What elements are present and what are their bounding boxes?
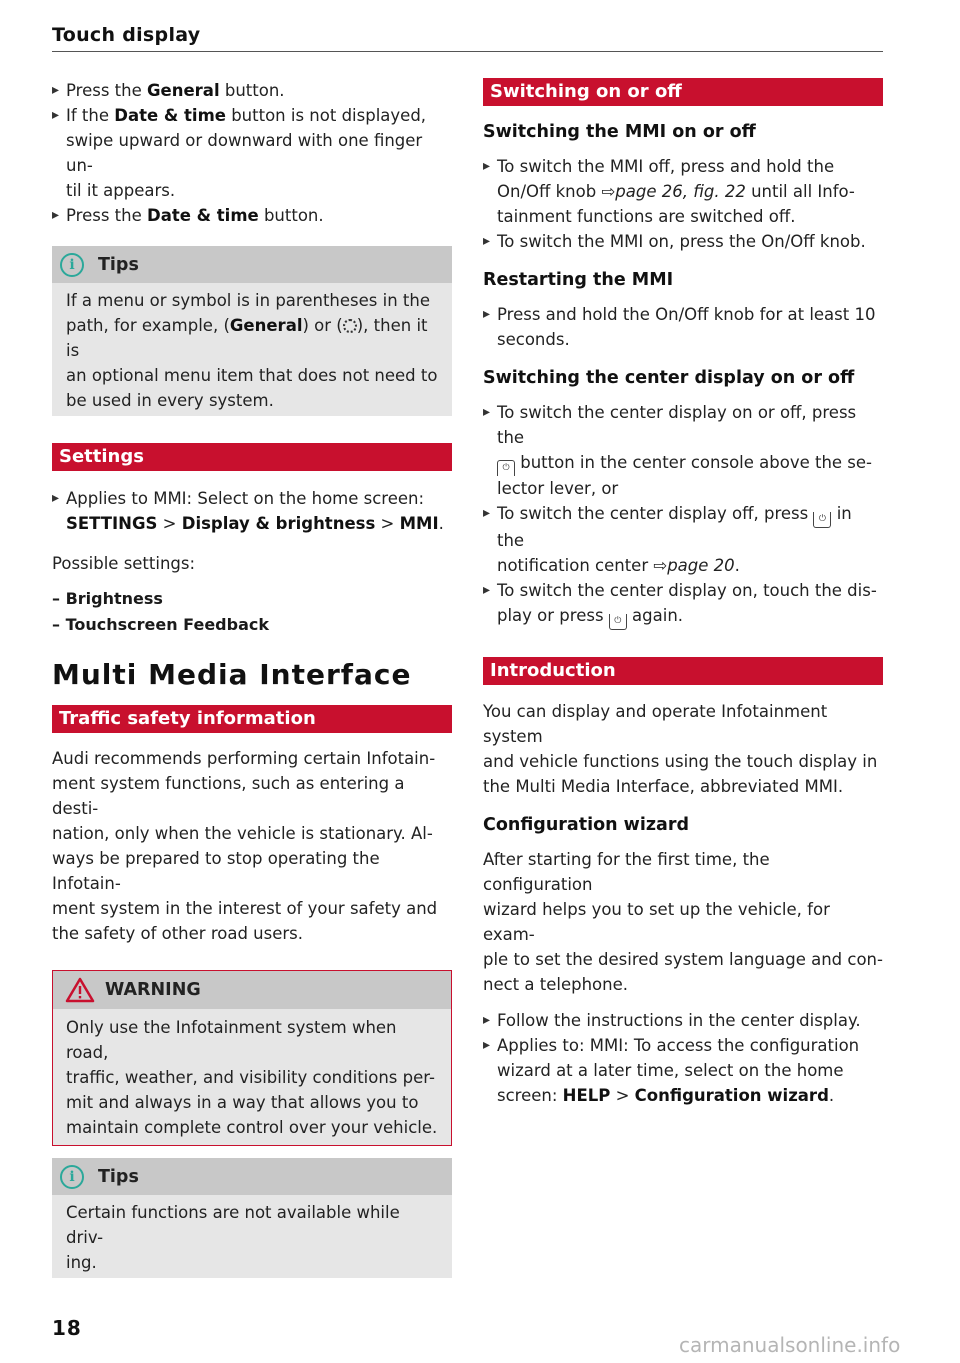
separator: > (157, 514, 182, 533)
text-line: the safety of other road users. (52, 924, 303, 943)
warning-header (53, 971, 451, 1009)
menu-path-help: HELP (562, 1086, 611, 1105)
tips-body (52, 1195, 452, 1278)
text: Applies to: MMI: To access the configuration (497, 1036, 860, 1055)
text-line: traffic, weather, and visibility conditions per- (66, 1068, 435, 1087)
text: To switch the center display off, press (497, 504, 814, 523)
text: in the (497, 504, 852, 550)
text-line: If a menu or symbol is in parentheses in the (66, 291, 430, 310)
settings-list (52, 586, 452, 638)
tips-header (52, 246, 452, 283)
list-item: – Brightness (52, 589, 163, 608)
text: lector lever, or (497, 479, 619, 498)
display-power-icon: ⏻ (609, 614, 627, 630)
list-item: ▸ To switch the MMI on, press the On/Off knob. (483, 229, 883, 254)
text-line (66, 313, 438, 363)
display-power-icon: ⏻ (497, 460, 515, 476)
arrow-right-icon: ⇨ (601, 182, 616, 201)
list-item (52, 103, 452, 203)
list-item: ▸ Follow the instructions in the center display. (483, 1008, 883, 1033)
text: button. (258, 206, 324, 225)
text: screen: (497, 1086, 563, 1105)
warning-box (52, 970, 452, 1146)
list-item (483, 400, 883, 501)
list-item (52, 486, 452, 536)
text: notification center (497, 556, 654, 575)
text: path, for example, ( (66, 316, 230, 335)
text: To switch the center display on, touch the dis- (497, 581, 877, 600)
list-item (483, 501, 883, 578)
tips-body (52, 283, 452, 416)
text-line: ple to set the desired system language and con- (483, 950, 883, 969)
text: If the (66, 106, 115, 125)
gear-icon (343, 319, 357, 333)
text-line: ing. (66, 1253, 97, 1272)
switching-heading: Switching on or off (483, 78, 883, 106)
text: Press the (66, 81, 147, 100)
text-line: the Multi Media Interface, abbreviated MMI. (483, 777, 844, 796)
arrow-right-icon: ⇨ (653, 556, 668, 575)
wizard-text (483, 847, 883, 997)
text-line: You can display and operate Infotainment system (483, 702, 828, 746)
text-line: wizard helps you to set up the vehicle, for exam- (483, 900, 830, 944)
text: ), then it is (66, 316, 428, 360)
text-line: Audi recommends performing certain Infotain- (52, 749, 436, 768)
text-line: mit and always in a way that allows you to (66, 1093, 419, 1112)
intro-bullet-list (52, 78, 452, 228)
menu-path-settings: SETTINGS (66, 514, 158, 533)
date-time-label: Date & time (147, 206, 259, 225)
text: button in the center console above the se- (515, 453, 873, 472)
text-line: an optional menu item that does not need to (66, 366, 438, 385)
text-line: nect a telephone. (483, 975, 628, 994)
introduction-text (483, 699, 883, 799)
text-line: Certain functions are not available while driv- (66, 1203, 400, 1247)
text: . (828, 1086, 835, 1105)
text: button. (219, 81, 285, 100)
warning-label: WARNING (105, 980, 201, 1000)
separator: > (610, 1086, 635, 1105)
sub-heading: Configuration wizard (483, 815, 689, 835)
list-item (483, 578, 883, 630)
sub-heading: Switching the center display on or off (483, 368, 855, 388)
info-icon: i (60, 1165, 84, 1189)
list-item (483, 154, 883, 229)
text: . (438, 514, 444, 533)
text: Press and hold the On/Off knob for at least 10 (497, 305, 876, 324)
text: On/Off knob (497, 182, 602, 201)
text: Applies to MMI: Select on the home screen: (66, 489, 425, 508)
list-item: – Touchscreen Feedback (52, 615, 269, 634)
sub-heading: Switching the MMI on or off (483, 122, 756, 142)
right-column (483, 78, 883, 1108)
text: wizard at a later time, select on the home (497, 1061, 844, 1080)
text: Press the (66, 206, 147, 225)
tips-box (52, 246, 452, 416)
bullet-list (483, 1008, 883, 1108)
general-label: General (147, 81, 220, 100)
text: again. (626, 606, 684, 625)
watermark: carmanualsonline.info (679, 1333, 901, 1357)
bullet-list (483, 154, 883, 254)
settings-heading: Settings (52, 443, 452, 471)
text: seconds. (497, 330, 570, 349)
text-line: maintain complete control over your vehicle. (66, 1118, 438, 1137)
page-number: 18 (52, 1316, 82, 1340)
text: To switch the MMI off, press and hold the (497, 157, 835, 176)
date-time-label: Date & time (114, 106, 226, 125)
list-item (483, 302, 883, 352)
info-icon: i (60, 253, 84, 277)
traffic-safety-text (52, 746, 452, 946)
bullet-list (483, 400, 883, 630)
introduction-heading: Introduction (483, 657, 883, 685)
text-line: and vehicle functions using the touch display in (483, 752, 878, 771)
tips-label: Tips (98, 1166, 139, 1187)
tips-label: Tips (98, 254, 139, 275)
text: button is not displayed, (225, 106, 427, 125)
tips-header (52, 1158, 452, 1195)
warning-icon (65, 977, 95, 1003)
text-line: nation, only when the vehicle is stationary. Al- (52, 824, 433, 843)
text-line: Only use the Infotainment system when road, (66, 1018, 397, 1062)
menu-path-display: Display & brightness (181, 514, 376, 533)
general-label: General (229, 316, 303, 335)
text-line: be used in every system. (66, 391, 274, 410)
separator: > (375, 514, 400, 533)
text-line: ways be prepared to stop operating the Infotain- (52, 849, 380, 893)
list-item (52, 78, 452, 103)
list-item (483, 1033, 883, 1108)
possible-settings-label: Possible settings: (52, 554, 196, 573)
traffic-safety-heading: Traffic safety information (52, 705, 452, 733)
section-title: Multi Media Interface (52, 658, 412, 691)
text: . (734, 556, 740, 575)
text: until all Info- (745, 182, 855, 201)
sub-heading: Restarting the MMI (483, 270, 674, 290)
text: tainment functions are switched off. (497, 207, 796, 226)
text: play or press (497, 606, 609, 625)
page-reference-link[interactable]: page 26, fig. 22 (615, 182, 746, 201)
display-power-icon: ⏻ (813, 512, 831, 528)
text: To switch the center display on or off, press the (497, 403, 857, 447)
page-reference-link[interactable]: page 20 (667, 556, 735, 575)
menu-path-mmi: MMI (399, 514, 439, 533)
text-line: ment system in the interest of your safety and (52, 899, 438, 918)
text-line: After starting for the first time, the configuration (483, 850, 770, 894)
left-column (52, 78, 452, 1278)
text-line: ment system functions, such as entering a desti- (52, 774, 405, 818)
page-header-title: Touch display (52, 24, 201, 46)
list-item (52, 203, 452, 228)
text: ) or ( (302, 316, 343, 335)
warning-body (53, 1009, 451, 1145)
tips-box (52, 1158, 452, 1278)
text: til it appears. (66, 181, 176, 200)
header-rule (52, 51, 883, 52)
menu-path-configuration-wizard: Configuration wizard (634, 1086, 829, 1105)
text: swipe upward or downward with one finger un- (66, 131, 423, 175)
